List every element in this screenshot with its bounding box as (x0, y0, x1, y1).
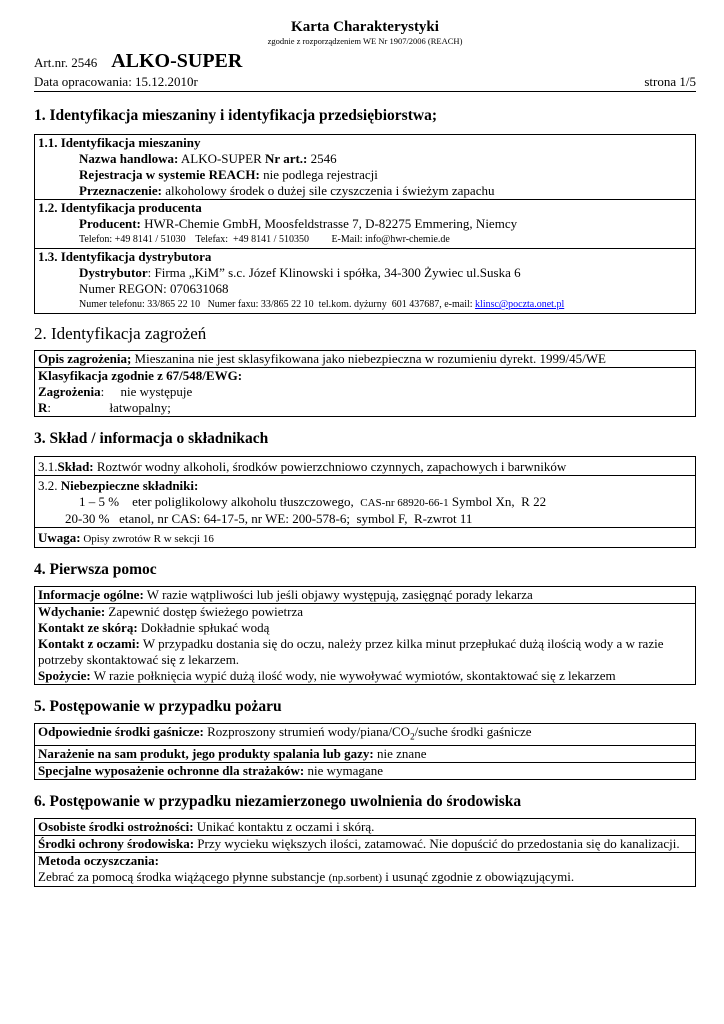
value: Unikać kontaktu z oczami i skórą. (193, 818, 375, 834)
section-6-table (34, 818, 696, 887)
regon-line: Numer REGON: 070631068 (79, 281, 229, 296)
component-1 (38, 494, 692, 511)
symbol-text: Symbol Xn, R 22 (448, 494, 547, 509)
classification (35, 367, 695, 416)
extinguishing-media (35, 724, 695, 745)
label: R (38, 400, 48, 415)
section-4-heading: 4. Pierwsza pomoc (34, 561, 157, 578)
label: Nazwa handlowa: (79, 151, 179, 166)
section-4-table (34, 586, 696, 685)
section-5-table (34, 723, 696, 780)
value: ALKO-SUPER (178, 151, 266, 166)
distributor-identification (35, 248, 695, 313)
inhalation (38, 604, 692, 620)
eye-contact (38, 636, 692, 668)
label: Niebezpieczne składniki: (60, 478, 199, 493)
value: Mieszanina nie jest sklasyfikowana jako niebezpieczna w rozumieniu dyrekt. 1999/45/WE (131, 351, 606, 366)
first-aid-details (35, 603, 695, 684)
email-link[interactable]: klinsc@poczta.onet.pl (475, 299, 565, 310)
value: 2546 (307, 151, 337, 166)
value: HWR-Chemie GmbH, Moosfeldstrasse 7, D-82275 Emmering, Niemcy (140, 216, 518, 231)
row-title: 1.1. Identyfikacja mieszaniny (38, 135, 201, 150)
value: Opisy zwrotów R w sekcji 16 (80, 533, 214, 545)
cleanup-method (35, 852, 695, 886)
value: Zapewnić dostęp świeżego powietrza (105, 604, 303, 619)
value-small: (np.sorbent) (328, 871, 383, 884)
combustion-exposure (35, 745, 695, 762)
value-end: /suche środki gaśnicze (414, 724, 532, 739)
value: : Firma „KiM” s.c. Józef Klinowski i spółka, 34-300 Żywiec ul.Suska 6 (147, 265, 521, 280)
environmental-precautions (35, 835, 695, 852)
producer-line (38, 216, 692, 232)
label: Wdychanie: (38, 604, 106, 619)
section-1-heading: 1. Identyfikacja mieszaniny i identyfikacja przedsiębiorstwa; (34, 107, 437, 124)
row-title: Klasyfikacja zgodnie z 67/548/EWG: (38, 368, 243, 383)
label: Spożycie: (38, 668, 91, 683)
general-info (35, 587, 695, 603)
value: Przy wycieku większych ilości, zatamować. Nie dopuścić do przedostania się do kanalizacji. (194, 835, 680, 851)
section-3-table (34, 456, 696, 548)
date-line (34, 74, 696, 92)
r-phrase-line (38, 400, 692, 416)
value-end: i usunąć zgodnie z obowiązującymi. (382, 868, 575, 884)
label: Dystrybutor (79, 265, 148, 280)
label: Środki ochrony środowiska: (38, 835, 195, 851)
use-line (38, 183, 692, 199)
product-name: ALKO-SUPER (111, 50, 243, 72)
producer-contact: Telefon: +49 8141 / 51030 Telefax: +49 8141 / 510350 E-Mail: info@hwr-chemie.de (79, 234, 450, 245)
section-2-heading: 2. Identyfikacja zagrożeń (34, 324, 207, 343)
value: Roztwór wodny alkoholi, środków powierzchniowo czynnych, zapachowych i barwników (93, 459, 567, 474)
label: Osobiste środki ostrożności: (38, 818, 194, 834)
section-2-table (34, 350, 696, 417)
value: W przypadku dostania się do oczu, należy przez kilka minut przepłukać dużą ilością wody a w razie potrzeby skontaktować się z lekarzem. (38, 636, 664, 667)
prefix: 3.1. (38, 459, 58, 474)
value: W razie wątpliwości lub jeśli objawy występują, zasięgnąć porady lekarza (143, 587, 533, 602)
label: Metoda oczyszczania: (38, 852, 159, 868)
hazards-line (38, 384, 692, 400)
note (35, 527, 695, 547)
article-line (34, 50, 696, 74)
row-title: 1.2. Identyfikacja producenta (38, 200, 202, 215)
label: Narażenie na sam produkt, jego produkty spalania lub gazy: (38, 745, 374, 761)
hazardous-components (35, 475, 695, 527)
composition (35, 457, 695, 475)
producer-identification (35, 199, 695, 248)
label: Zagrożenia (38, 384, 101, 399)
label: Informacje ogólne: (38, 587, 144, 602)
subscript: 2 (410, 731, 415, 742)
label: Kontakt z oczami: (38, 636, 140, 651)
value: W razie połknięcia wypić dużą ilość wody, nie wywoływać wymiotów, skontaktować się z lekarzem (90, 668, 616, 683)
label: Odpowiednie środki gaśnicze: (38, 724, 204, 739)
label: Producent: (79, 216, 141, 231)
value: Dokładnie spłukać wodą (137, 620, 270, 635)
distributor-line (38, 265, 692, 281)
label: Specjalne wyposażenie ochronne dla strażaków: (38, 762, 305, 778)
value: nie podlega rejestracji (259, 167, 378, 182)
distributor-contact (38, 297, 692, 313)
prefix: 3.2. (38, 478, 61, 493)
mixture-identification (35, 135, 695, 199)
section-5-heading: 5. Postępowanie w przypadku pożaru (34, 698, 282, 715)
label: Rejestracja w systemie REACH: (79, 167, 260, 182)
value: : łatwopalny; (47, 400, 171, 415)
cleanup-text (38, 869, 692, 886)
label: Przeznaczenie: (79, 183, 163, 198)
firefighter-equipment (35, 762, 695, 779)
document-title: Karta Charakterystyki (291, 19, 439, 35)
trade-name-line (38, 151, 692, 167)
ingestion (38, 668, 692, 684)
personal-precautions (35, 819, 695, 835)
section-3-heading: 3. Skład / informacja o składnikach (34, 430, 269, 447)
value: alkoholowy środek o dużej sile czyszczenia i świeżym zapachu (162, 183, 495, 198)
label: Opis zagrożenia; (38, 351, 132, 366)
value: : nie występuje (100, 384, 193, 399)
reach-line (38, 167, 692, 183)
page-number: strona 1/5 (644, 74, 696, 89)
article-number: Art.nr. 2546 (34, 55, 98, 70)
row-title: 1.3. Identyfikacja dystrybutora (38, 249, 212, 264)
label: Uwaga: (38, 530, 81, 545)
component-2: 20-30 % etanol, nr CAS: 64-17-5, nr WE: 200-578-6; symbol F, R-zwrot 11 (65, 511, 473, 526)
skin-contact (38, 620, 692, 636)
contact-text: Numer telefonu: 33/865 22 10 Numer faxu: 33/865 22 10 tel.kom. dyżurny 601 437687, e-mail: (79, 299, 476, 310)
value: nie znane (373, 745, 427, 761)
section-6-heading: 6. Postępowanie w przypadku niezamierzonego uwolnienia do środowiska (34, 792, 522, 810)
label: Skład: (57, 459, 94, 474)
document-page (34, 18, 696, 887)
value: nie wymagane (304, 762, 383, 778)
section-1-table (34, 134, 696, 314)
value: Rozproszony strumień wody/piana/CO (203, 724, 411, 739)
label: Nr art.: (265, 151, 308, 166)
cas-number: CAS-nr 68920-66-1 (360, 497, 449, 509)
hazard-description (35, 351, 695, 367)
component-text: 1 – 5 % eter poliglikolowy alkoholu tłuszczowego, (79, 494, 361, 509)
label: Kontakt ze skórą: (38, 620, 138, 635)
document-subtitle: zgodnie z rozporządzeniem WE Nr 1907/2006 (REACH) (267, 36, 463, 46)
preparation-date: Data opracowania: 15.12.2010r (34, 74, 198, 89)
value: Zebrać za pomocą środka wiążącego płynne substancje (38, 868, 329, 884)
